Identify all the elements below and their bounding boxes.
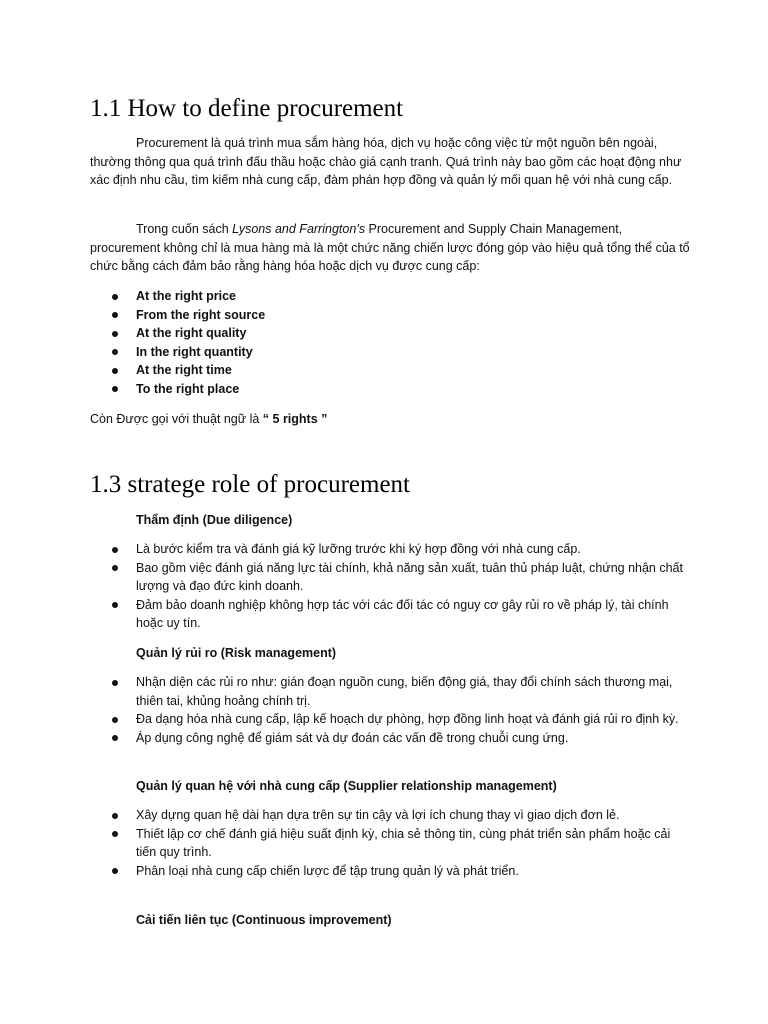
five-rights-note <box>90 410 690 429</box>
list-item: Nhận diện các rủi ro như: gián đoạn nguồn cung, biến động giá, thay đổi chính sách thương mại, thiên tai, khủng hoảng chính trị. <box>0 673 684 710</box>
book-title-italic: Lysons and Farrington’s <box>232 222 366 236</box>
list-item: Là bước kiểm tra và đánh giá kỹ lưỡng trước khi ký hợp đồng với nhà cung cấp. <box>0 540 684 559</box>
list-item: Bao gồm việc đánh giá năng lực tài chính, khả năng sản xuất, tuân thủ pháp luật, chứng nhận chất lượng và đạo đức kinh doanh. <box>0 559 684 596</box>
section-heading-procurement: 1.1 How to define procurement <box>90 95 404 122</box>
list-item: Áp dụng công nghệ để giám sát và dự đoán các vấn đề trong chuỗi cung ứng. <box>0 729 684 748</box>
supplier-relationship-list <box>0 806 768 880</box>
subheading-continuous-improvement: Cải tiến liên tục (Continuous improvement) <box>136 913 392 927</box>
list-item: Đảm bảo doanh nghiệp không hợp tác với các đối tác có nguy cơ gây rủi ro về pháp lý, tài chính hoặc uy tín. <box>0 596 684 633</box>
book-paragraph-prefix: Trong cuốn sách <box>136 222 233 236</box>
subheading-risk-management: Quản lý rủi ro (Risk management) <box>136 646 337 660</box>
book-paragraph <box>90 220 690 276</box>
five-rights-list <box>0 287 768 399</box>
definition-text: Procurement là quá trình mua sắm hàng hóa, dịch vụ hoặc công việc từ một nguồn bên ngoài, thường thông qua quá trình đấu thầu hoặc chào giá cạnh tranh. Quá trình này bao gồm các hoạt động như xác định nhu cầu, tìm kiếm nhà cung cấp, đàm phán hợp đồng và quản lý mối quan hệ với nhà cung cấp. <box>90 136 682 188</box>
list-item: In the right quantity <box>0 343 684 362</box>
subheading-due-diligence: Thẩm định (Due diligence) <box>136 513 293 527</box>
due-diligence-list <box>0 540 768 633</box>
list-item: Thiết lập cơ chế đánh giá hiệu suất định kỳ, chia sẻ thông tin, cùng phát triển sản phẩm hoặc cải tiến quy trình. <box>0 825 684 862</box>
list-item: At the right price <box>0 287 684 306</box>
list-item: Đa dạng hóa nhà cung cấp, lập kế hoạch dự phòng, hợp đồng linh hoạt và đánh giá rủi ro định kỳ. <box>0 710 684 729</box>
list-item: At the right quality <box>0 324 684 343</box>
list-item: Phân loại nhà cung cấp chiến lược để tập trung quản lý và phát triển. <box>0 862 684 881</box>
section-heading-strategic-role: 1.3 stratege role of procurement <box>90 471 411 498</box>
list-item: From the right source <box>0 306 684 325</box>
definition-paragraph <box>90 134 690 190</box>
note-prefix: Còn Được gọi với thuật ngữ là <box>90 412 263 426</box>
subheading-supplier-relationship: Quản lý quan hệ với nhà cung cấp (Supplier relationship management) <box>136 779 557 793</box>
note-bold: “ 5 rights ” <box>262 412 328 426</box>
list-item: At the right time <box>0 361 684 380</box>
list-item: Xây dựng quan hệ dài hạn dựa trên sự tin cậy và lợi ích chung thay vì giao dịch đơn lẻ. <box>0 806 684 825</box>
risk-management-list <box>0 673 768 747</box>
list-item: To the right place <box>0 380 684 399</box>
book-paragraph-rest: Procurement and Supply Chain Management, procurement không chỉ là mua hàng mà là một chức năng chiến lược đóng góp vào hiệu quả tổng thể của tổ chức bằng cách đảm bảo rằng hàng hóa hoặc dịch vụ được cung cấp: <box>90 222 690 274</box>
